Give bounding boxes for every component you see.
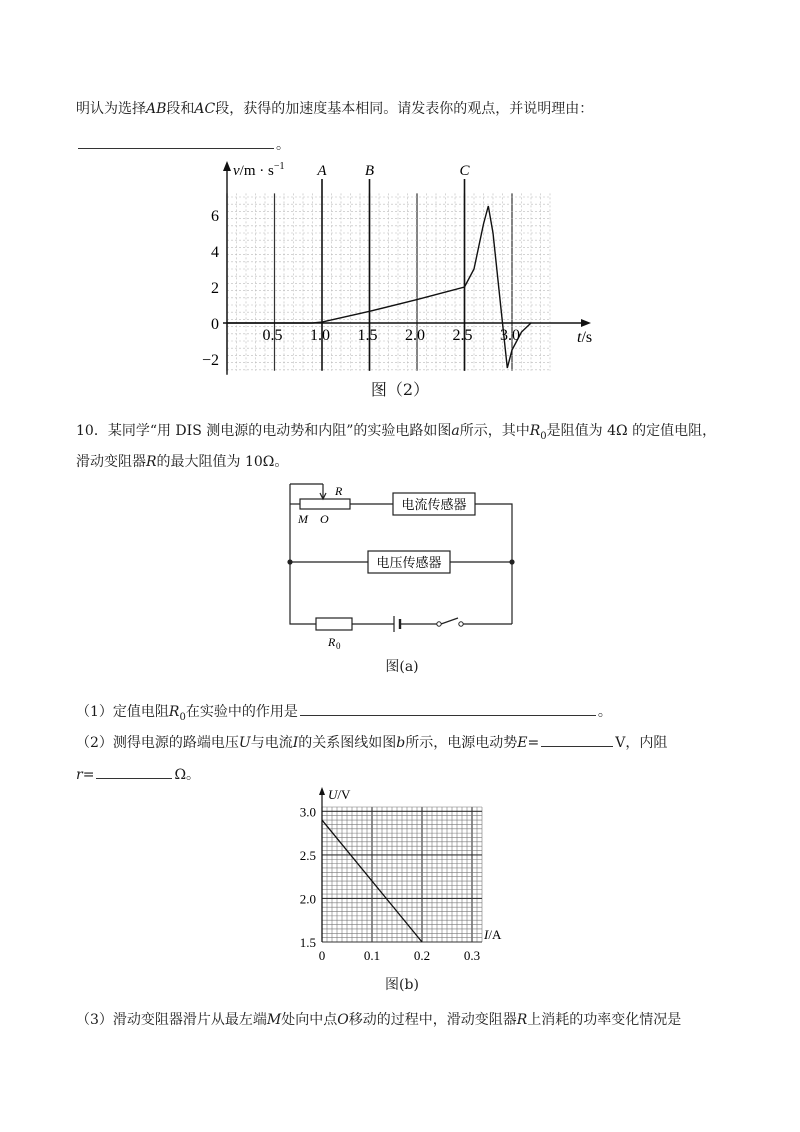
y-axis-arrow	[223, 161, 231, 171]
grid	[319, 787, 482, 942]
sub2-line2	[76, 763, 200, 785]
sub2-text: （2）测得电源的路端电压	[76, 735, 239, 751]
q9-answer-line	[76, 133, 290, 155]
figure-b-caption: 图(b)	[385, 977, 419, 993]
sub1-line	[76, 700, 612, 728]
equals: =	[82, 767, 95, 783]
label-r: R	[335, 484, 343, 498]
y-axis-arrow	[319, 787, 325, 795]
figure-b-ui-graph	[290, 785, 520, 967]
sub3-text: （3）滑动变阻器滑片从最左端	[76, 1012, 267, 1028]
y-axis-title: $v/m \cdot s^{-1}$	[233, 161, 285, 179]
segment-ab: AB	[146, 101, 167, 117]
y-tick-label: 1.5	[299, 935, 316, 950]
y-tick-label: 0	[211, 316, 219, 333]
resistance-blank[interactable]	[96, 763, 172, 779]
e-symbol: E	[517, 735, 528, 751]
r-symbol: r	[76, 767, 83, 783]
figure-a-caption: 图(a)	[385, 659, 419, 675]
sub2-text: Ω。	[174, 767, 201, 783]
y-tick-label: 2.5	[299, 847, 316, 863]
r0-subscript: 0	[179, 711, 186, 723]
r0-symbol: R	[168, 704, 180, 720]
node-right	[509, 559, 514, 564]
i-symbol: I	[292, 735, 299, 751]
q9-text: 明认为选择	[76, 101, 146, 117]
u-symbol: U	[238, 735, 251, 751]
q10-line1	[76, 421, 716, 447]
y-tick-label: 6	[211, 208, 219, 225]
r0-symbol: R	[529, 423, 541, 439]
label-m: M	[298, 512, 308, 526]
figure-2-vt-graph	[195, 157, 605, 383]
sub1-text: （1）定值电阻	[76, 704, 169, 720]
x-tick-label: 0.5	[262, 327, 283, 344]
current-sensor-label: 电流传感器	[401, 497, 467, 512]
x-tick-label: 1.0	[310, 327, 330, 344]
q10-line2	[76, 452, 288, 472]
question-number: 10．	[76, 423, 108, 439]
circuit-diagram	[280, 478, 530, 658]
x-tick-label: 0.2	[413, 948, 431, 963]
x-tick-label: 2.5	[452, 327, 473, 344]
resistor-r0	[316, 618, 352, 630]
sub2-text: 所示，电源电动势	[405, 735, 518, 751]
q9-text: 段，获得的加速度基本相同。请发表你的观点，并说明理由：	[215, 101, 594, 117]
label-r0-sub: 0	[336, 641, 341, 651]
sub3-text: 移动的过程中，滑动变阻器	[348, 1012, 517, 1028]
y-axis-title: U/V	[328, 787, 351, 802]
x-tick-label: 3.0	[500, 327, 520, 344]
axis-labels	[202, 161, 592, 369]
label-o: O	[320, 512, 329, 526]
sub2-text: V，内阻	[615, 735, 668, 751]
rheostat-r	[300, 499, 350, 509]
wire-right	[475, 504, 512, 624]
y-tick-label: −2	[201, 352, 219, 369]
y-tick-label: 3.0	[299, 804, 316, 820]
m-symbol: M	[266, 1012, 282, 1028]
end-mark: 。	[597, 704, 612, 720]
switch-blade	[441, 618, 458, 624]
sub3-line	[76, 1010, 681, 1030]
r0-subscript: 0	[540, 430, 547, 442]
marker-label-b: B	[364, 163, 375, 179]
y-tick-label: 4	[211, 244, 219, 261]
q10-text: 所示，其中	[459, 423, 530, 439]
x-tick-label: 1.5	[357, 327, 378, 344]
o-symbol: O	[337, 1012, 349, 1028]
label-r0: R	[328, 635, 336, 649]
switch-pivot	[437, 622, 441, 626]
sub3-text: 处向中点	[281, 1012, 338, 1028]
x-tick-label: 0.1	[363, 948, 381, 963]
x-tick-label: 2.0	[405, 327, 425, 344]
q10-text: 是阻值为 4Ω 的定值电阻，	[546, 423, 717, 439]
answer-blank[interactable]	[78, 133, 274, 149]
q9-text: 段和	[166, 101, 195, 117]
marker-label-c: C	[459, 163, 470, 179]
x-axis-title: t/s	[577, 329, 593, 346]
r-symbol: R	[516, 1012, 528, 1028]
node-left	[287, 559, 292, 564]
y-tick-label: 2	[211, 280, 219, 297]
x-axis-arrow	[581, 319, 591, 327]
sub2-text: 与电流	[250, 735, 293, 751]
voltage-sensor-label: 电压传感器	[376, 555, 442, 570]
sub2-line1	[76, 731, 667, 753]
switch-contact	[459, 622, 463, 626]
emf-blank[interactable]	[541, 731, 613, 747]
end-mark: 。	[276, 137, 290, 153]
x-axis-title: I/A	[484, 927, 502, 942]
sub3-text: 上消耗的功率变化情况是	[527, 1012, 682, 1028]
q10-text: 某同学“用 DIS 测电源的电动势和内阻”的实验电路如图	[107, 423, 452, 439]
answer-blank[interactable]	[300, 700, 596, 716]
figure-2-caption: 图（2）	[370, 380, 430, 399]
x-tick-label: 0	[318, 948, 326, 963]
sub2-text: 的关系图线如图	[298, 735, 397, 751]
q9-text-line	[76, 99, 593, 119]
wire-left	[290, 484, 316, 624]
grid	[227, 193, 550, 370]
marker-label-a: A	[317, 163, 327, 179]
segment-ac: AC	[194, 101, 216, 117]
marker-lines	[316, 163, 470, 371]
fig-ref-b: b	[396, 735, 406, 751]
sub1-text: 在实验中的作用是	[185, 704, 298, 720]
equals: =	[527, 735, 540, 751]
r-symbol: R	[146, 454, 157, 470]
q10-text: 滑动变阻器	[76, 454, 146, 470]
fig-ref-a: a	[451, 423, 460, 439]
y-tick-label: 2.0	[299, 891, 316, 907]
q10-text: 的最大阻值为 10Ω。	[156, 454, 289, 470]
x-tick-label: 0.3	[463, 948, 481, 963]
